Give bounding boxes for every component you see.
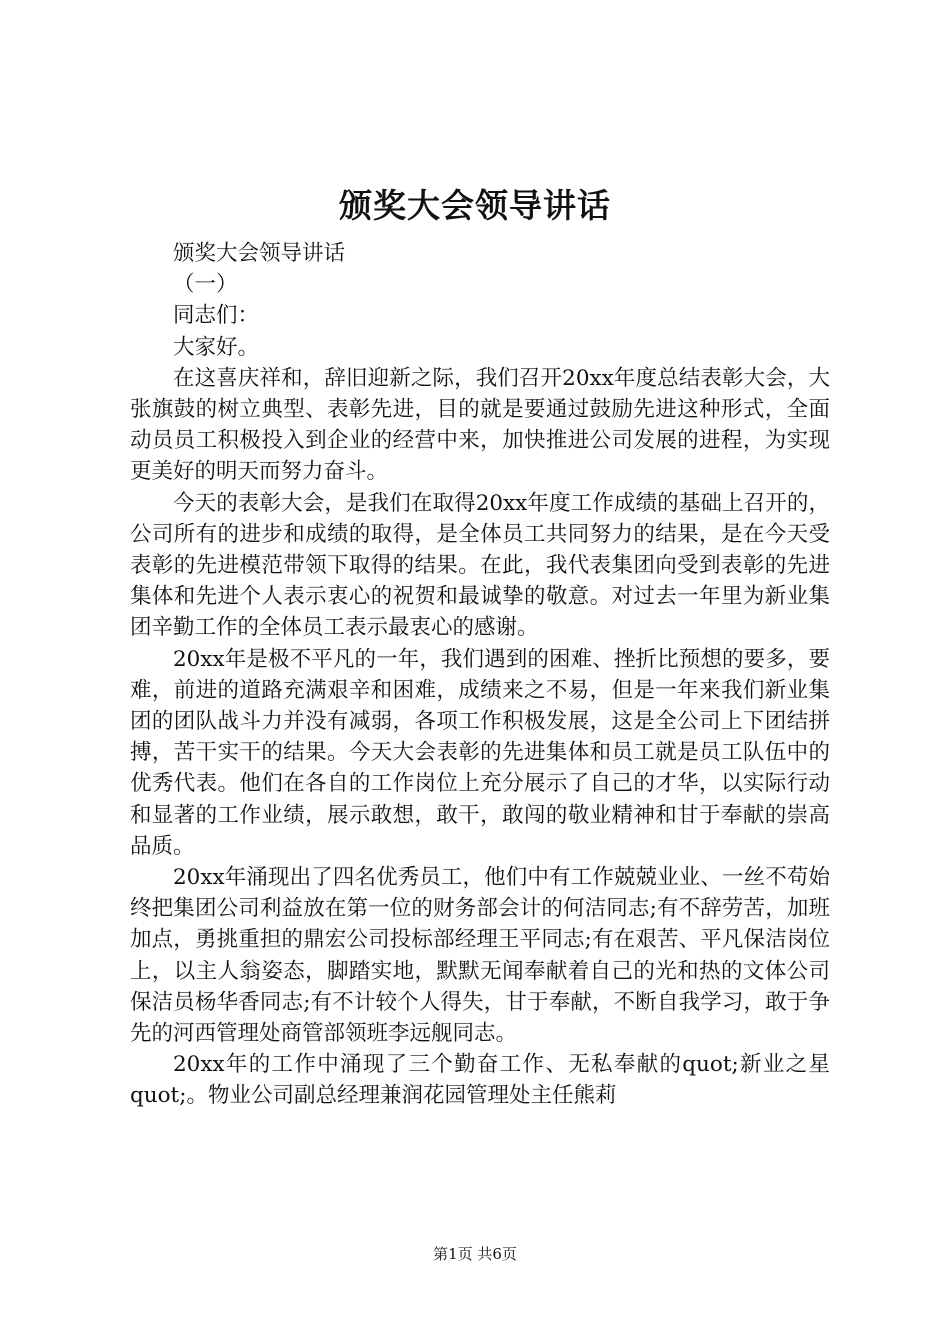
body-paragraph: 今天的表彰大会，是我们在取得20xx年度工作成绩的基础上召开的，公司所有的进步和成绩的取得，是全体员工共同努力的结果，是在今天受表彰的先进模范带领下取得的结果。在此，我代表集团向受到表彰的先进集体和先进个人表示衷心的祝贺和最诚挚的敬意。对过去一年里为新业集团辛勤工作的全体员工表示最衷心的感谢。 [130,490,830,641]
document-body [130,238,830,1112]
body-paragraph: 20xx年是极不平凡的一年，我们遇到的困难、挫折比预想的要多，要难，前进的道路充满艰辛和困难，成绩来之不易，但是一年来我们新业集团的团队战斗力并没有减弱，各项工作积极发展，这是全公司上下团结拼搏，苦干实干的结果。今天大会表彰的先进集体和员工就是员工队伍中的优秀代表。他们在各自的工作岗位上充分展示了自己的才华，以实际行动和显著的工作业绩，展示敢想，敢干，敢闯的敬业精神和甘于奉献的崇高品质。 [130,646,830,859]
greeting-paragraph: 大家好。 [173,334,260,360]
body-paragraph: 20xx年的工作中涌现了三个勤奋工作、无私奉献的quot;新业之星quot;。物业公司副总经理兼润花园管理处主任熊莉 [130,1052,830,1109]
body-paragraph: 在这喜庆祥和，辞旧迎新之际，我们召开20xx年度总结表彰大会，大张旗鼓的树立典型、表彰先进，目的就是要通过鼓励先进这种形式，全面动员员工积极投入到企业的经营中来，加快推进公司发展的进程，为实现更美好的明天而努力奋斗。 [130,365,830,485]
subtitle-paragraph: 颁奖大会领导讲话 [173,241,346,266]
section-number-paragraph: （一） [173,272,238,298]
document-title: 颁奖大会领导讲话 [339,186,611,225]
body-paragraph: 20xx年涌现出了四名优秀员工，他们中有工作兢兢业业、一丝不苟始终把集团公司利益放在第一位的财务部会计的何洁同志;有不辞劳苦，加班加点，勇挑重担的鼎宏公司投标部经理王平同志;有在艰苦、平凡保洁岗位上，以主人翁姿态，脚踏实地，默默无闻奉献着自己的光和热的文体公司保洁员杨华香同志;有不计较个人得失，甘于奉献，不断自我学习，敢于争先的河西管理处商管部领班李远舰同志。 [130,865,830,1047]
salutation-paragraph: 同志们： [173,303,260,329]
page-footer: 第1页 共6页 [433,1245,517,1263]
